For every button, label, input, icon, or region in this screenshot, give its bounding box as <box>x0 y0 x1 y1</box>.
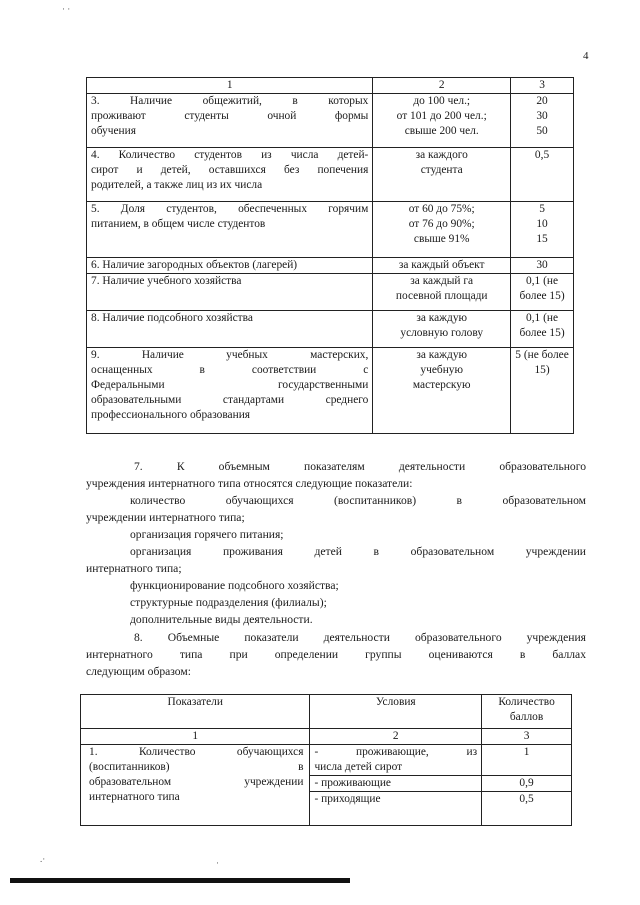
cell-line: мастерскую <box>412 379 471 391</box>
cell-line: интернатного типа <box>89 791 180 803</box>
cell-line: за каждый га <box>410 275 474 287</box>
item-3-line-1: организация проживания детей в образовательном учреждении <box>130 545 586 558</box>
points-cell: 30 <box>511 258 574 274</box>
cell-line: образовательными стандартами среднего <box>91 394 369 406</box>
table-header-row <box>81 695 572 729</box>
cell-line: посевной площади <box>395 290 488 302</box>
cell-line: - проживающие, из <box>314 746 478 758</box>
table-number-row <box>81 729 572 745</box>
cell-line: 50 <box>536 125 548 137</box>
item-3-line-2: интернатного типа; <box>86 562 182 575</box>
table-row <box>87 311 574 348</box>
cell-line: более 15) <box>519 290 565 302</box>
cell-line: обучения <box>91 125 136 137</box>
indicator-cell <box>87 94 373 148</box>
cell-line: более 15) <box>519 327 565 339</box>
cell-line: 4. Количество студентов из числа детей- <box>91 149 369 161</box>
col-header-1: 1 <box>87 78 373 94</box>
cell-line: учебную <box>420 364 463 376</box>
item-4: функционирование подсобного хозяйства; <box>130 579 339 592</box>
header-indicators: Показатели <box>81 695 310 729</box>
points-cell: 0,5 <box>482 792 572 826</box>
points-table <box>80 694 572 826</box>
col-number-3: 3 <box>482 729 572 745</box>
paragraph-8-line-2: интернатного типа при определении группы оцениваются в баллах <box>86 648 586 661</box>
points-cell <box>511 311 574 348</box>
cell-line: числа детей сирот <box>314 761 403 773</box>
cell-line: сирот и детей, оставшихся без попечения <box>91 164 369 176</box>
cell-line: профессионального образования <box>91 409 251 421</box>
cell-line: 3. Наличие общежитий, в которых <box>91 95 369 107</box>
item-6: дополнительные виды деятельности. <box>130 613 313 626</box>
table-row <box>81 745 572 776</box>
indicator-cell: 7. Наличие учебного хозяйства <box>87 274 373 311</box>
header-points: Количество баллов <box>482 695 572 729</box>
indicator-cell: 6. Наличие загородных объектов (лагерей) <box>87 258 373 274</box>
cell-line: родителей, а также лиц из их числа <box>91 179 263 191</box>
cell-line: 0,1 (не <box>526 312 559 324</box>
cell-line: 20 <box>536 95 548 107</box>
condition-cell <box>373 202 511 258</box>
points-cell <box>511 202 574 258</box>
cell-line: от 76 до 90%; <box>408 218 475 230</box>
condition-cell <box>373 274 511 311</box>
points-cell <box>511 148 574 202</box>
cell-line: образовательном учреждении <box>89 776 304 788</box>
col-number-2: 2 <box>310 729 482 745</box>
condition-cell: за каждый объект <box>373 258 511 274</box>
points-cell: 0,9 <box>482 776 572 792</box>
criteria-table <box>86 77 574 434</box>
item-2: организация горячего питания; <box>130 528 284 541</box>
condition-cell: - проживающие <box>310 776 482 792</box>
condition-cell <box>310 745 482 776</box>
points-cell <box>511 274 574 311</box>
item-1-line-1: количество обучающихся (воспитанников) в образовательном <box>130 494 586 507</box>
paragraph-8-line-3: следующим образом: <box>86 665 191 678</box>
scan-edge-bar <box>10 878 350 883</box>
cell-line: оснащенных в соответствии с <box>91 364 369 376</box>
cell-line: за каждую <box>416 349 468 361</box>
scan-mark: · · <box>62 4 71 14</box>
indicator-cell <box>87 348 373 434</box>
cell-line: студента <box>420 164 463 176</box>
points-cell: 1 <box>482 745 572 776</box>
table-header-row <box>87 78 574 94</box>
table-row <box>87 258 574 274</box>
table-row <box>87 348 574 434</box>
cell-line: условную голову <box>400 327 484 339</box>
scan-mark: · <box>216 858 219 868</box>
cell-line: 30 <box>536 110 548 122</box>
paragraph-7-line-1: 7. К объемным показателям деятельности образовательного <box>134 460 586 473</box>
col-header-3: 3 <box>511 78 574 94</box>
cell-line: (воспитанников) в <box>89 761 304 773</box>
indicator-cell <box>87 148 373 202</box>
paragraph-8-line-1: 8. Объемные показатели деятельности образовательного учреждения <box>134 631 586 644</box>
cell-line: 5 <box>539 203 545 215</box>
col-number-1: 1 <box>81 729 310 745</box>
paragraph-7-line-2: учреждения интернатного типа относятся следующие показатели: <box>86 477 413 490</box>
cell-line: 0,5 <box>534 149 550 161</box>
cell-line: 10 <box>536 218 548 230</box>
cell-line: проживают студенты очной формы <box>91 110 369 122</box>
cell-line: 1. Количество обучающихся <box>89 746 304 758</box>
table-row <box>87 274 574 311</box>
cell-line: 15 <box>536 233 548 245</box>
scan-mark: .· <box>40 854 46 864</box>
page-number: 4 <box>583 50 589 62</box>
points-cell <box>511 94 574 148</box>
condition-cell <box>373 311 511 348</box>
condition-cell <box>373 348 511 434</box>
col-header-2: 2 <box>373 78 511 94</box>
condition-cell <box>373 148 511 202</box>
cell-line: Федеральными государственными <box>91 379 369 391</box>
cell-line: 5 (не более <box>515 349 569 361</box>
condition-cell: - приходящие <box>310 792 482 826</box>
cell-line: 0,1 (не <box>526 275 559 287</box>
cell-line: питанием, в общем числе студентов <box>91 218 266 230</box>
cell-line: до 100 чел.; <box>413 95 471 107</box>
cell-line: свыше 91% <box>413 233 470 245</box>
cell-line: от 101 до 200 чел.; <box>396 110 487 122</box>
cell-line: от 60 до 75%; <box>408 203 475 215</box>
cell-line: 5. Доля студентов, обеспеченных горячим <box>91 203 369 215</box>
points-cell <box>511 348 574 434</box>
cell-line: за каждого <box>415 149 468 161</box>
table-row <box>87 202 574 258</box>
table-row <box>87 148 574 202</box>
header-conditions: Условия <box>310 695 482 729</box>
indicator-cell <box>81 745 310 826</box>
cell-line: 9. Наличие учебных мастерских, <box>91 349 369 361</box>
condition-cell <box>373 94 511 148</box>
item-1-line-2: учреждении интернатного типа; <box>86 511 245 524</box>
cell-line: 15) <box>534 364 550 376</box>
item-5: структурные подразделения (филиалы); <box>130 596 327 609</box>
indicator-cell <box>87 202 373 258</box>
cell-line: за каждую <box>416 312 468 324</box>
cell-line: свыше 200 чел. <box>404 125 479 137</box>
indicator-cell: 8. Наличие подсобного хозяйства <box>87 311 373 348</box>
table-row <box>87 94 574 148</box>
